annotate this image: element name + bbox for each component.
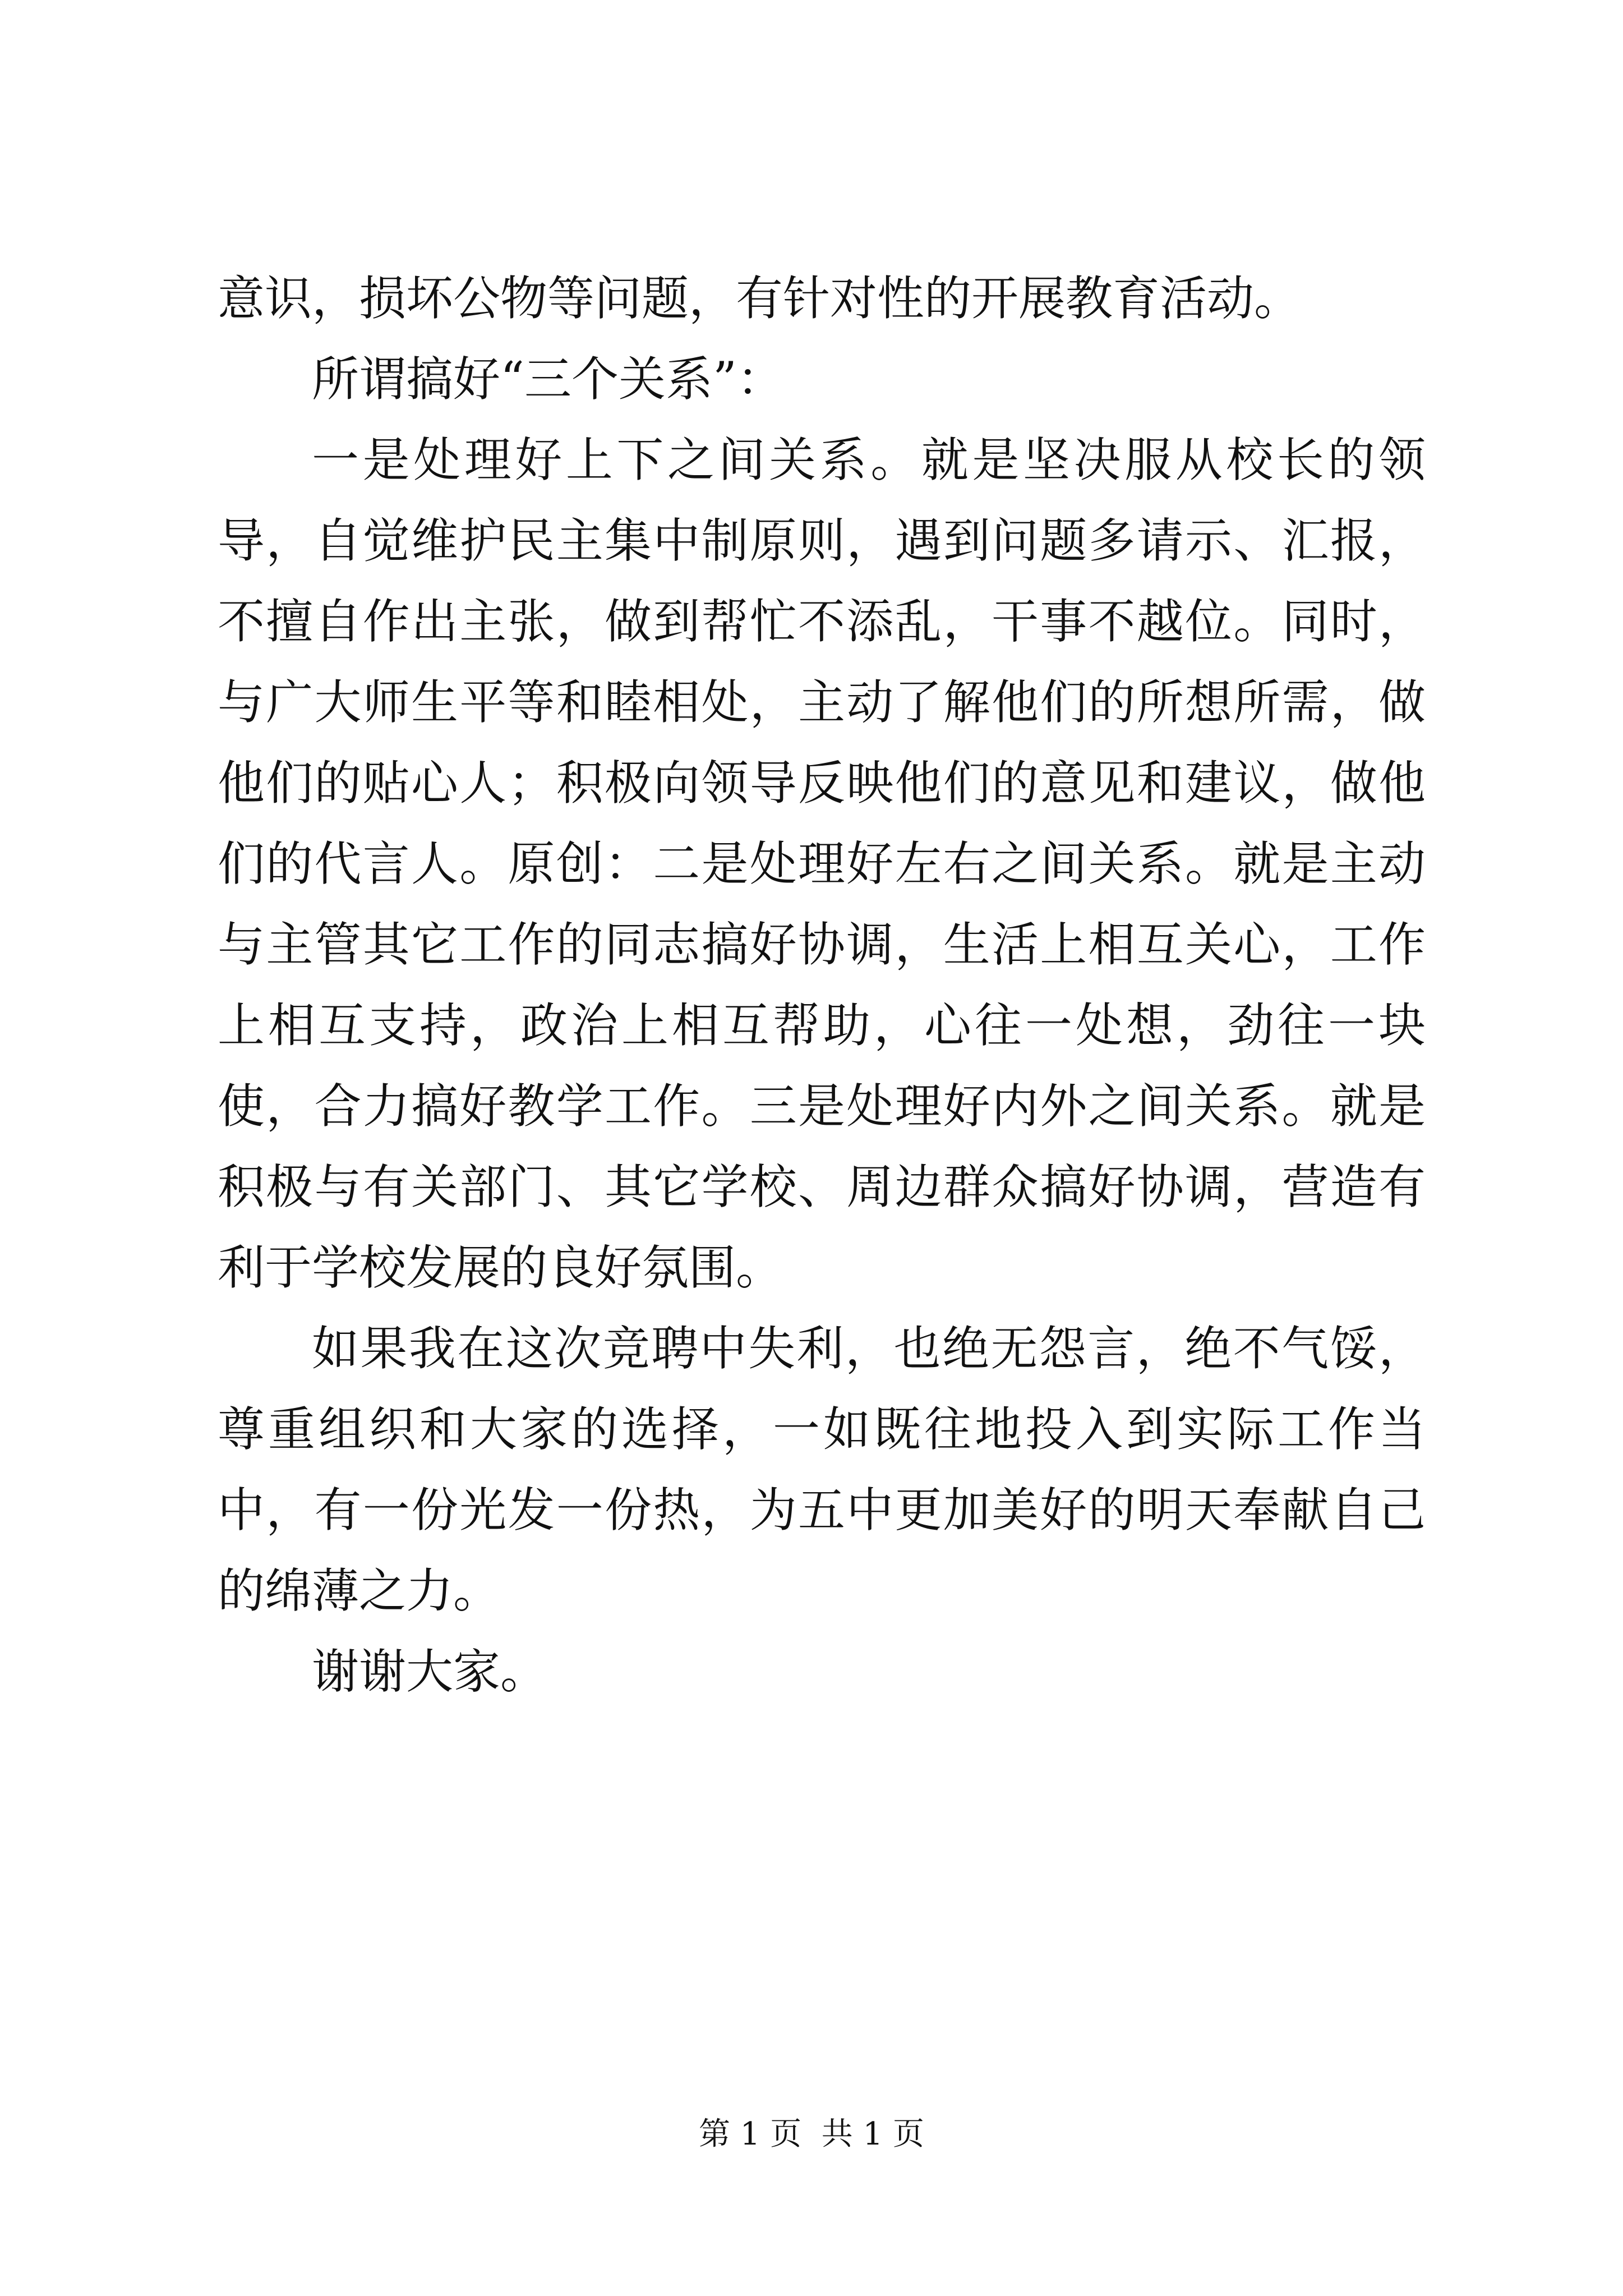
paragraph-three-relations-heading: 所谓搞好“三个关系”：	[312, 352, 784, 407]
document-body	[218, 258, 1426, 1712]
paragraph-closing-thanks: 谢谢大家。	[312, 1644, 548, 1699]
page-footer	[0, 2115, 1623, 2154]
page-number-label: 第 1 页 共 1 页	[698, 2116, 925, 2152]
paragraph-three-relations-detail: 一是处理好上下之间关系。就是坚决服从校长的领导，自觉维护民主集中制原则，遇到问题多请示、汇报，不擅自作出主张，做到帮忙不添乱，干事不越位。同时，与广大师生平等和睦相处，主动了解他们的所想所需，做他们的贴心人；积极向领导反映他们的意见和建议，做他们的代言人。原创：二是处理好左右之间关系。就是主动与主管其它工作的同志搞好协调，生活上相互关心，工作上相互支持，政治上相互帮助，心往一处想，劲往一块使，合力搞好教学工作。三是处理好内外之间关系。就是积极与有关部门、其它学校、周边群众搞好协调，营造有利于学校发展的良好氛围。	[218, 432, 1426, 1295]
paragraph-continuation: 意识，损坏公物等问题，有针对性的开展教育活动。	[218, 271, 1302, 326]
paragraph-commitment: 如果我在这次竞聘中失利，也绝无怨言，绝不气馁，尊重组织和大家的选择，一如既往地投入到实际工作当中，有一份光发一份热，为五中更加美好的明天奉献自己的绵薄之力。	[218, 1321, 1426, 1618]
